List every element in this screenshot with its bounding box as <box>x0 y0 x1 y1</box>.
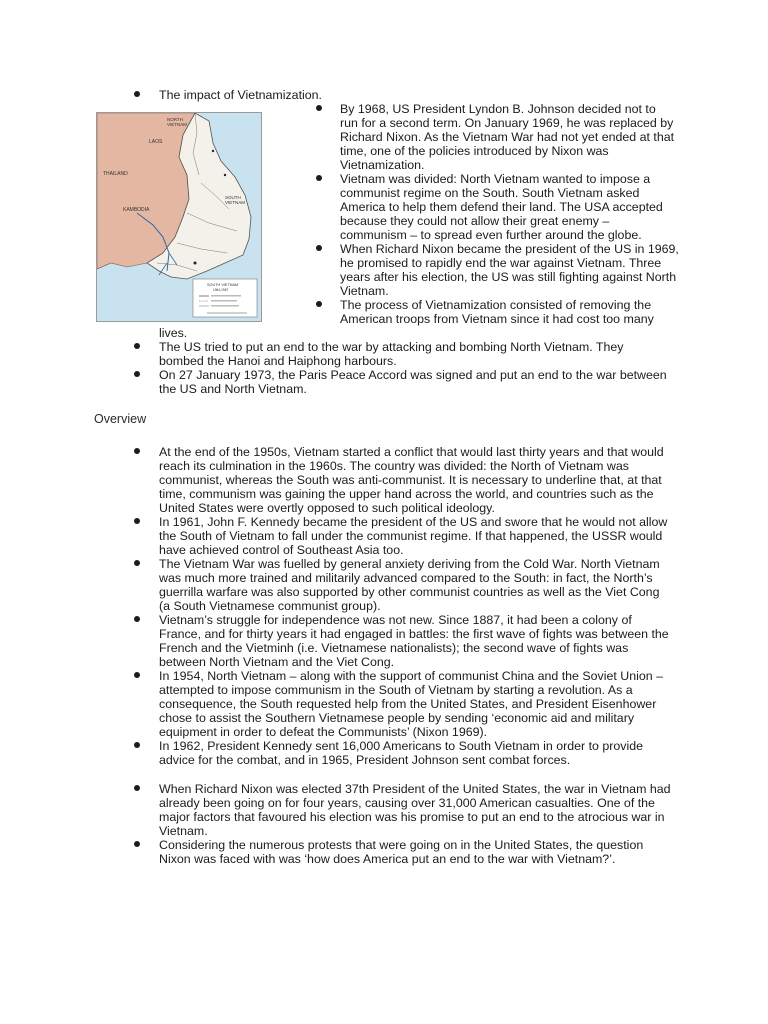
overview-bullet-6: In 1962, President Kennedy sent 16,000 Americans to South Vietnam in order to provide advice for the combat, and in 1965, President Johnson sent combat forces. <box>159 739 644 767</box>
map-legend-years: 1964-1967 <box>213 288 229 292</box>
overview-bullet-3: The Vietnam War was fuelled by general anxiety deriving from the Cold War. North Vietnam was much more trained and militarily advanced compared to the South: in fact, the North’s guerrilla warfare was also supported by other communist countries as well as the Viet Cong (a South Vietnamese communist group). <box>159 557 660 613</box>
bullet-dot <box>134 560 140 566</box>
impact-bullet-4-start <box>340 298 676 326</box>
impact-bullet-4-tail: lives. <box>159 326 188 340</box>
bullet-dot <box>316 105 322 111</box>
bullet-dot <box>134 371 140 377</box>
bullet-dot <box>316 301 322 307</box>
bullet-dot <box>134 448 140 454</box>
map-legend-title: SOUTH VIETNAM <box>207 283 239 287</box>
bullet-dot <box>134 785 140 791</box>
bullet-dot <box>134 518 140 524</box>
map-label-north-vietnam: NORTH VIETNAM <box>167 117 188 127</box>
bullet-dot <box>134 841 140 847</box>
impact-bullet-5: The US tried to put an end to the war by attacking and bombing North Vietnam. They bombed the Hanoi and Haiphong harbours. <box>159 340 624 368</box>
bullet-dot <box>134 91 140 97</box>
bullet-dot <box>134 616 140 622</box>
overview-bullet-2: In 1961, John F. Kennedy became the president of the US and swore that he would not allow the South of Vietnam to fall under the communist regime. If that happened, the USSR would have achieved control of Southeast Asia too. <box>159 515 668 557</box>
bullet-dot <box>316 175 322 181</box>
map-label-thailand: THAILAND <box>103 171 128 177</box>
bullet-dot <box>134 672 140 678</box>
impact-bullet-2: Vietnam was divided: North Vietnam wanted to impose a communist regime on the South. South Vietnam asked America to help them defend their land. The USA accepted because they could not allow their great enemy – communism – to spread even further around the globe. <box>340 172 663 242</box>
overview-bullet-7: When Richard Nixon was elected 37th President of the United States, the war in Vietnam had already been going on for four years, causing over 31,000 American casualties. One of the major factors that favoured his election was his promise to put an end to the atrocious war in Vietnam. <box>159 782 671 838</box>
overview-bullet-8: Considering the numerous protests that were going on in the United States, the question Nixon was faced with was ‘how does America put an end to the war with Vietnam?’. <box>159 838 644 866</box>
overview-bullet-1: At the end of the 1950s, Vietnam started a conflict that would last thirty years and that would reach its culmination in the 1960s. The country was divided: the North of Vietnam was communist, whereas the South was anti-communist. It is necessary to underline that, at that time, communism was gaining the upper hand across the world, and countries such as the United States were overtly opposed to such political ideology. <box>159 445 664 515</box>
map-label-laos: LAOS <box>149 139 163 145</box>
bullet-dot <box>134 343 140 349</box>
map-label-south-vietnam: SOUTH VIETNAM <box>225 195 246 205</box>
map-label-cambodia: KAMBODIA <box>123 207 150 213</box>
impact-bullet-6: On 27 January 1973, the Paris Peace Accord was signed and put an end to the war between the US and North Vietnam. <box>159 368 667 396</box>
impact-bullet-1: By 1968, US President Lyndon B. Johnson decided not to run for a second term. On January 1969, he was replaced by Richard Nixon. As the Vietnam War had not yet ended at that time, one of the policies introduced by Nixon was Vietnamization. <box>340 102 675 172</box>
bullet-dot <box>316 245 322 251</box>
bullet-dot <box>134 742 140 748</box>
section-heading-overview: Overview <box>94 412 147 426</box>
intro-bullet: The impact of Vietnamization. <box>159 88 322 102</box>
impact-bullet-3: When Richard Nixon became the president of the US in 1969, he promised to rapidly end the war against Vietnam. Three years after his election, the US was still fighting against North Vietnam. <box>340 242 679 298</box>
south-vietnam-map <box>96 112 262 322</box>
map-graphic <box>97 113 261 321</box>
overview-bullet-5: In 1954, North Vietnam – along with the support of communist China and the Soviet Union – attempted to impose communism in the South of Vietnam by starting a revolution. As a consequence, the South requested help from the United States, and President Eisenhower chose to assist the Southern Vietnamese people by sending ‘economic aid and military equipment in order to defeat the Communists’ (Nixon 1969). <box>159 669 663 739</box>
impact-bullet-4: The process of Vietnamization consisted of removing the American troops from Vietnam since it had cost too many <box>340 298 654 326</box>
overview-bullet-4: Vietnam’s struggle for independence was not new. Since 1887, it had been a colony of France, and for thirty years it had engaged in battles: the first wave of fights was between the French and the Vietminh (i.e. Vietnamese nationalists); the second wave of fights was between North Vietnam and the Viet Cong. <box>159 613 669 669</box>
